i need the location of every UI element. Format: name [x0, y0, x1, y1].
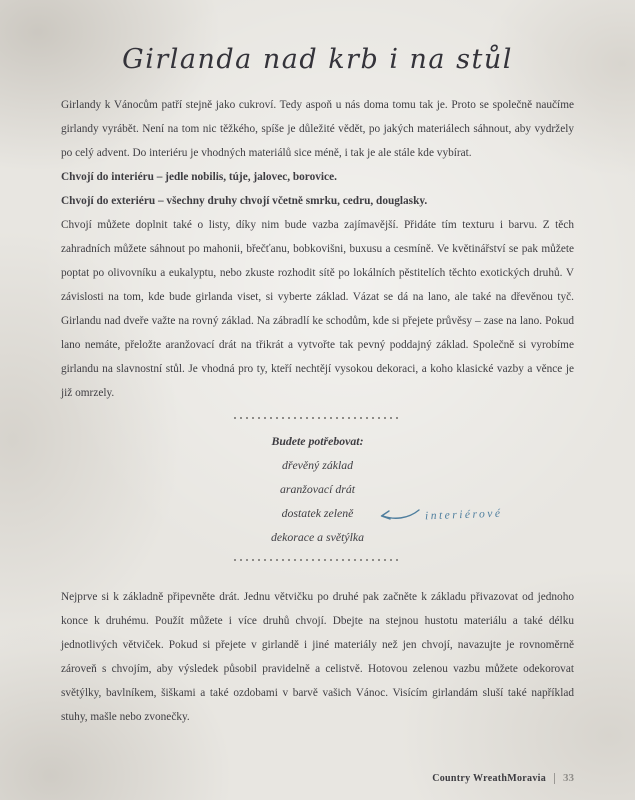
materials-needed-heading: Budete potřebovat:	[271, 434, 364, 448]
paragraph-instructions: Nejprve si k základně připevněte drát. Jednu větvičku po druhé pak začněte k základu přivazovat od jednoho konce k druhému. Použít můžete i více druhů chvojí. Dbejte na stejnou hustotu materiálu a také délku jednotlivých větviček. Pokud si přejete v girlandě i jiné materiály než jen chvojí, navazujte je rovnoměrně zároveň s chvojím, aby výsledek působil pravidelně a celistvě. Hotovou zelenou vazbu můžete odekorovat světýlky, bavlníkem, šiškami a také ozdobami v barvě vašich Vánoc. Visícím girlandám sluší také například stuhy, mašle nebo zvonečky.	[61, 591, 574, 723]
page-title: Girlanda nad krb i na stůl	[122, 44, 513, 75]
dotted-divider-bottom	[234, 559, 402, 561]
paragraph-intro: Girlandy k Vánocům patří stejně jako cukroví. Tedy aspoň u nás doma tomu tak je. Proto se společně naučíme girlandy vyrábět. Není na tom nic těžkého, spíše je důležité vědět, po jakých materiálech sáhnout, aby vydržely po celý advent. Do interiéru je vhodných materiálů sice méně, i tak je ale stále kde vybírat.	[61, 99, 574, 159]
list-item: dekorace a světýlka	[270, 530, 365, 544]
list-item: aranžovací drát	[279, 482, 356, 496]
page-footer	[432, 772, 574, 784]
handwritten-annotation	[378, 503, 503, 527]
paragraph-exterior-bold: Chvojí do exteriéru – všechny druhy chvojí včetně smrku, cedru, douglasky.	[61, 195, 428, 207]
arrow-left-icon	[378, 507, 420, 523]
annotation-text: interiérové	[424, 507, 503, 523]
list-item-row	[61, 501, 574, 525]
paragraph-materials: Chvojí můžete doplnit také o listy, díky nim bude vazba zajímavější. Přidáte tím texturu i barvu. Z těch zahradních můžete sáhnout po mahonii, břečťanu, bobkovišni, buxusu a cesmíně. Ve květinářství se pak můžete poptat po olivovníku a eukalyptu, nebo zkuste rozhodit sítě po lokálních pěstitelích těchto exotických druhů. V závislosti na tom, kde bude girlanda viset, si vyberte základ. Vázat se dá na lano, ale také na dřevěnou tyč. Girlandu nad dveře važte na rovný základ. Na zábradlí ke schodům, kde si přejete průvěsy – zase na lano. Pokud lano nemáte, přeložte aranžovací drát na třikrát a vytvořte tak pevný poddajný základ. Společně si vyrobíme girlandu na slavnostní stůl. Je vhodná pro ty, kteří nechtějí vysokou dekoraci, a koho klasické vazby a věnce je již omrzely.	[61, 219, 574, 399]
footer-brand: Country WreathMoravia	[432, 772, 546, 784]
page-number: 33	[563, 772, 574, 784]
dotted-divider-top	[234, 417, 402, 419]
list-item: dostatek zeleně	[281, 506, 354, 520]
list-item: dřevěný základ	[281, 458, 354, 472]
paragraph-interior-bold: Chvojí do interiéru – jedle nobilis, túje, jalovec, borovice.	[61, 171, 337, 183]
footer-divider	[554, 773, 555, 784]
materials-needed-box	[61, 417, 574, 561]
